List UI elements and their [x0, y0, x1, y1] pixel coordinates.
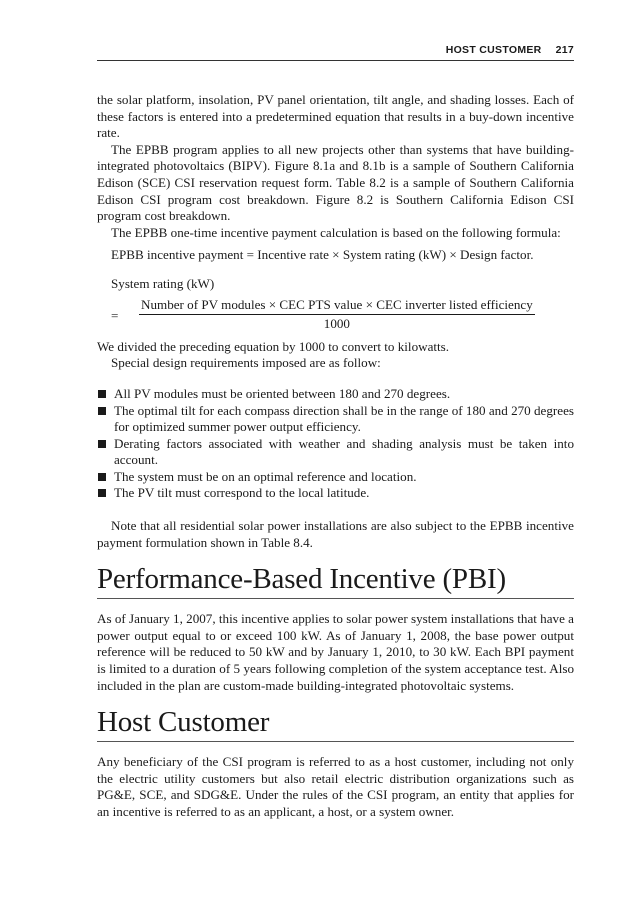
fraction-numerator: Number of PV modules × CEC PTS value × CEC inverter listed efficiency: [139, 297, 535, 316]
intro-paragraph-2: The EPBB program applies to all new projects other than systems that have building-integrated photovoltaics (BIPV). Figure 8.1a and 8.1b is a sample of Southern California Edison (SCE) CSI reservation request form. Table 8.2 is a sample of Southern California Edison CSI program cost breakdown. Figure 8.2 is Southern California Edison CSI program cost breakdown.: [97, 141, 574, 224]
pbi-paragraph: As of January 1, 2007, this incentive applies to solar power system installations that have a power output equal to or exceed 100 kW. As of January 1, 2008, the base power output reference will be reduced to 50 kW and by January 1, 2010, to 30 kW. Each BPI payment is limited to a duration of 5 years following completion of the system acceptance test. Also included in the plan are custom-made building-integrated photovoltaic systems.: [97, 611, 574, 693]
list-item: The PV tilt must correspond to the local latitude.: [97, 485, 574, 502]
conversion-paragraph: We divided the preceding equation by 1000 to convert to kilowatts.: [97, 338, 450, 354]
section-heading-pbi: Performance-Based Incentive (PBI): [97, 563, 574, 599]
equation-system-rating: [111, 297, 574, 333]
equals-sign: =: [111, 308, 119, 324]
requirements-list: [97, 386, 574, 502]
equation-system-rating-label: System rating (kW): [111, 275, 215, 291]
bullet-square-icon: [98, 489, 106, 497]
section-heading-host-customer: Host Customer: [97, 706, 574, 742]
bullet-square-icon: [98, 390, 106, 398]
list-item: The optimal tilt for each compass direction shall be in the range of 180 and 270 degrees for optimized summer power output efficiency.: [97, 403, 574, 436]
bullet-square-icon: [98, 473, 106, 481]
page-body: [97, 92, 574, 821]
host-customer-paragraph: Any beneficiary of the CSI program is referred to as a host customer, including not only the electric utility customers but also retail electric distribution organizations such as PG&E, SCE, and SDG&E. Under the rules of the CSI program, an entity that applies for an incentive is referred to as an applicant, a host, or a system owner.: [97, 754, 574, 819]
equation-incentive-payment: EPBB incentive payment = Incentive rate × System rating (kW) × Design factor.: [111, 247, 534, 263]
intro-paragraph-1: the solar platform, insolation, PV panel orientation, tilt angle, and shading losses. Each of these factors is entered into a predetermined equation that results in a buy-down incentive rate.: [97, 92, 574, 141]
running-header: [97, 44, 574, 60]
note-paragraph: Note that all residential solar power installations are also subject to the EPBB incentive payment formulation shown in Table 8.4.: [97, 518, 574, 550]
requirements-intro: Special design requirements imposed are as follow:: [111, 355, 381, 371]
fraction-denominator: 1000: [323, 316, 350, 332]
intro-paragraph-3: The EPBB one-time incentive payment calculation is based on the following formula:: [111, 224, 561, 240]
running-title: HOST CUSTOMER: [445, 44, 542, 56]
header-rule: [97, 60, 574, 61]
list-item: All PV modules must be oriented between 180 and 270 degrees.: [97, 386, 574, 403]
fraction: [139, 297, 535, 333]
bullet-square-icon: [98, 440, 106, 448]
running-header-text: [446, 44, 574, 56]
bullet-square-icon: [98, 407, 106, 415]
list-item: Derating factors associated with weather and shading analysis must be taken into account.: [97, 436, 574, 469]
page-number: 217: [555, 44, 574, 56]
list-item: The system must be on an optimal reference and location.: [97, 469, 574, 486]
